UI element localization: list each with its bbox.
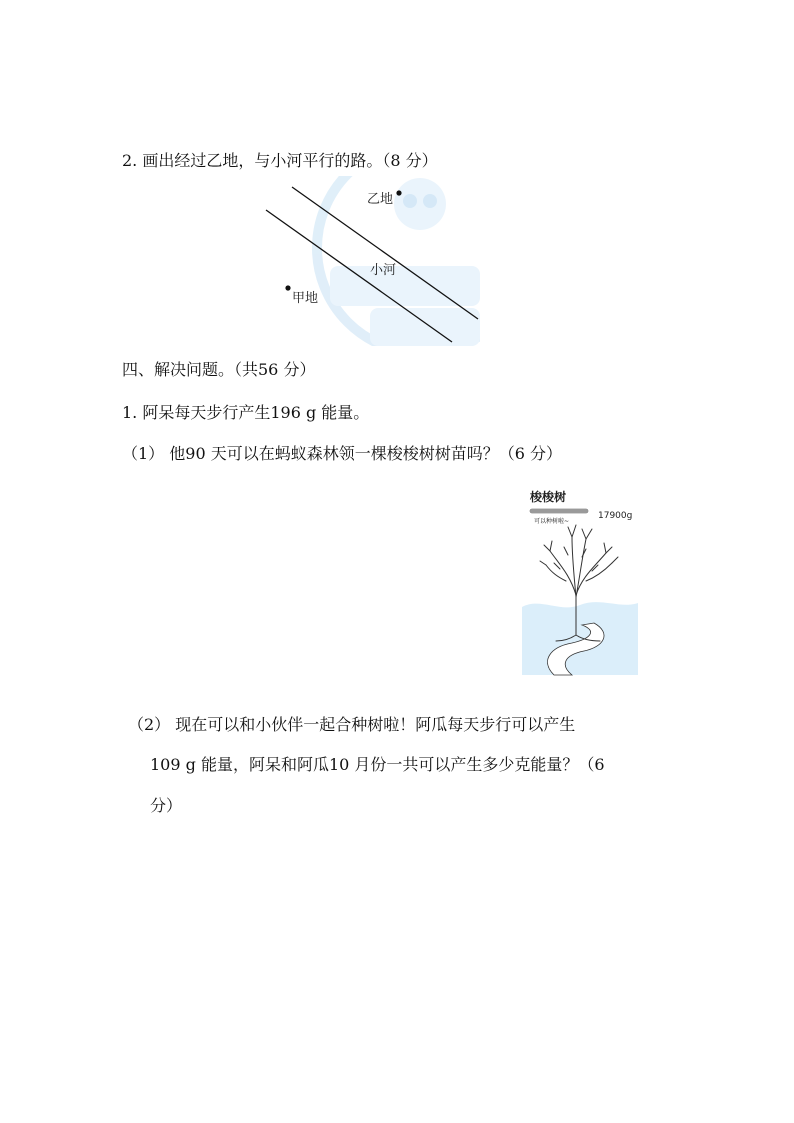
problem-1-part-2-line-1: （2） 现在可以和小伙伴一起合种树啦！阿瓜每天步行可以产生: [128, 715, 576, 734]
energy-progress-fill: [530, 509, 588, 513]
place-b-dot: [396, 190, 401, 195]
problem-1-part-1: （1） 他90 天可以在蚂蚁森林领一棵梭梭树树苗吗？（6 分）: [122, 444, 562, 463]
problem-1-stem: 1. 阿呆每天步行产生196 g 能量。: [122, 403, 370, 422]
question-2-title: 2. 画出经过乙地，与小河平行的路。（8 分）: [122, 151, 438, 170]
tree-card-title: 梭梭树: [530, 490, 567, 504]
river-label: 小河: [370, 263, 397, 278]
mascot-watermark: [317, 176, 480, 346]
saxaul-tree-card: [520, 485, 640, 677]
place-a-label: 甲地: [292, 291, 319, 306]
place-a-dot: [285, 285, 290, 290]
section-4-heading: 四、解决问题。（共56 分）: [122, 360, 316, 379]
water-scene: [522, 601, 638, 675]
tree-card-energy: 17900g: [598, 511, 633, 521]
problem-1-part-2-line-3: 分）: [150, 796, 183, 815]
tree-card-caption: 可以种树啦~: [534, 518, 570, 525]
place-b-label: 乙地: [367, 192, 394, 207]
river-diagram: [260, 176, 480, 346]
problem-1-part-2-line-2: 109 g 能量，阿呆和阿瓜10 月份一共可以产生多少克能量？（6: [150, 755, 605, 774]
